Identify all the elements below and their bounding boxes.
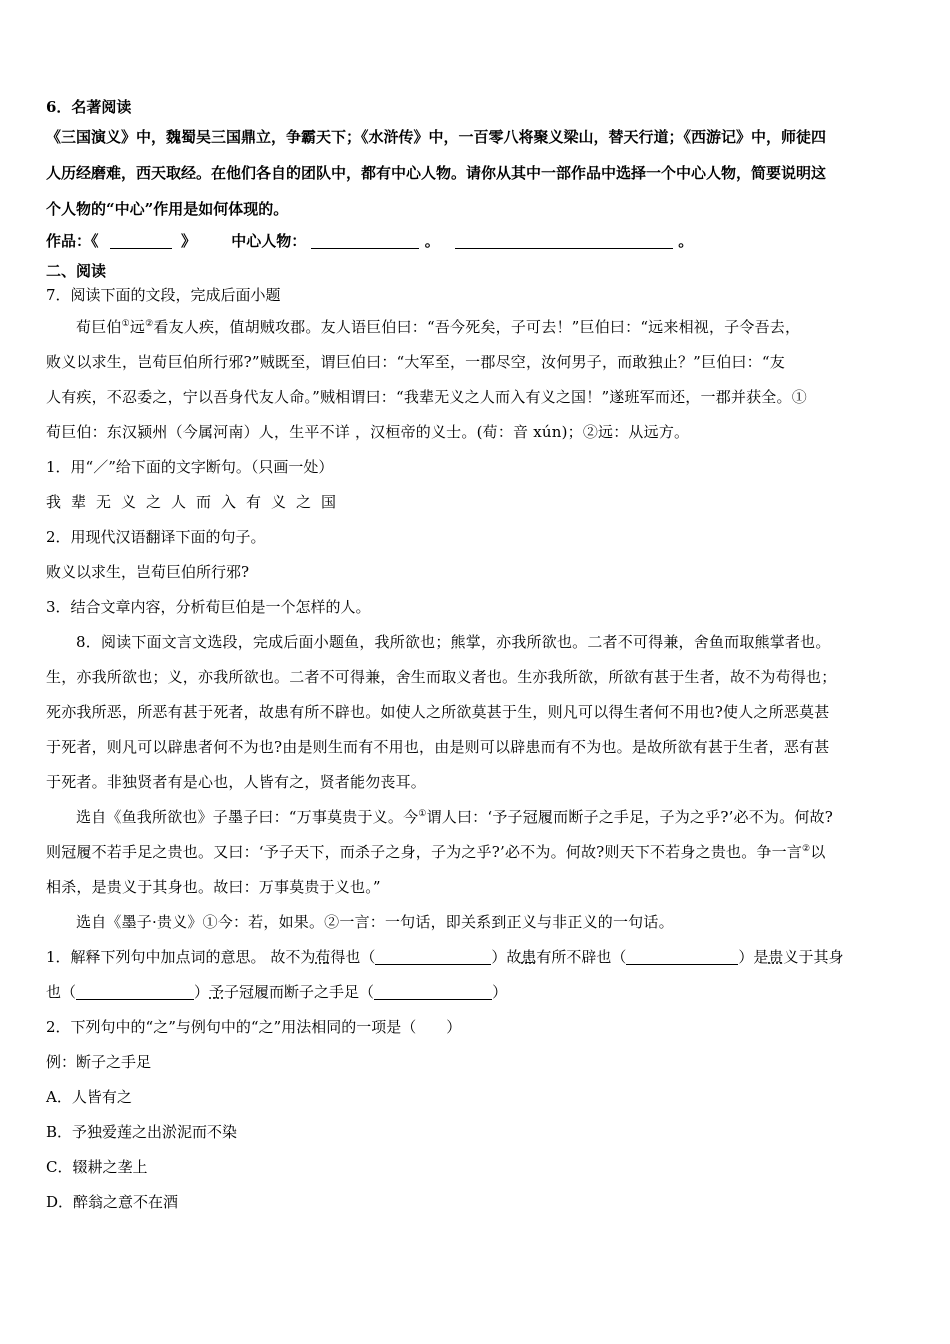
question-text: 子冠履而断子之手足（ [224, 983, 375, 1001]
document-page [46, 96, 908, 1226]
option-c[interactable]: C．辍耕之垄上 [46, 1158, 148, 1176]
answer-blank[interactable] [374, 983, 492, 1000]
q8-passage-line: 于死者。非独贤者有是心也，人皆有之，贤者能勿丧耳。 [46, 773, 427, 791]
q8-passage-line: 8．阅读下面文言文选段，完成后面小题鱼，我所欲也；熊掌，亦我所欲也。二者不可得兼，舍鱼而取熊掌者也。 [76, 633, 831, 651]
footnote-mark: ② [145, 319, 154, 329]
passage-text: 则冠履不若手足之贵也。又曰：‘予子天下，而杀子之身，子为之乎?’必不为。何故?则天下不若身之贵也。争一言 [46, 843, 803, 861]
q8-note: 选自《墨子·贵义》①今：若，如果。②一言：一句话，即关系到正义与非正义的一句话。 [76, 913, 674, 931]
q8-sub1 [46, 946, 908, 968]
footnote-mark: ① [121, 319, 130, 329]
explanation-period: 。 [678, 232, 694, 250]
q8-passage-line: 相杀，是贵义于其身也。故曰：万事莫贵于义也。” [46, 878, 381, 896]
q8-passage-line [46, 806, 908, 828]
q8-passage-line: 于死者，则凡可以辟患者何不为也?由是则生而有不用也，由是则可以辟患而有不为也。是故所欲有甚于生者，恶有甚 [46, 738, 830, 756]
question-text: 有所不辟也（ [536, 948, 627, 966]
work-label: 作品：《 [46, 232, 99, 250]
question-text: ） [194, 983, 210, 1001]
question-text: 得也（ [330, 948, 376, 966]
footnote-mark: ② [802, 844, 811, 854]
q7-passage-line: 人有疾，不忍委之，宁以吾身代友人命。”贼相谓曰：“我辈无义之人而入有义之国！”遂班军而还，一郡并获全。① [46, 388, 807, 406]
q8-passage1 [46, 631, 908, 793]
q7-sub1: 1．用“／”给下面的文字断句。（只画一处） [46, 458, 334, 476]
dotted-word: 患 [521, 948, 537, 966]
q6-body-line: 个人物的“中心”作用是如何体现的。 [46, 200, 289, 218]
q8-example: 例：断子之手足 [46, 1053, 152, 1071]
question-text: ） [492, 983, 508, 1001]
q7-sub2-text: 败义以求生，岂荀巨伯所行邪? [46, 563, 250, 581]
passage-text: 远 [129, 318, 146, 336]
passage-text: 荀巨伯 [76, 318, 122, 336]
section-title: 二、阅读 [46, 262, 107, 280]
answer-blank[interactable] [375, 948, 491, 965]
q8-sub2: 2．下列句中的“之”与例句中的“之”用法相同的一项是（ ） [46, 1018, 462, 1036]
q6-body-line: 人历经磨难，西天取经。在他们各自的团队中，都有中心人物。请你从其中一部作品中选择一个中心人物，简要说明这 [46, 164, 827, 182]
passage-text: 谓人曰：‘予子冠履而断子之手足，子为之乎?’必不为。何故? [426, 808, 833, 826]
q7-sub3: 3．结合文章内容，分析荀巨伯是一个怎样的人。 [46, 598, 371, 616]
question-text: 也（ [46, 983, 77, 1001]
person-blank[interactable] [311, 232, 419, 249]
q6-body [46, 126, 908, 220]
question-text: 1．解释下列句中加点词的意思。 故不为 [46, 948, 316, 966]
q8-passage-line [46, 841, 908, 863]
dotted-word: 予 [209, 983, 225, 1001]
q7-title: 7．阅读下面的文段，完成后面小题 [46, 286, 281, 304]
option-b[interactable]: B．予独爱莲之出淤泥而不染 [46, 1123, 238, 1141]
question-text: ）故 [491, 948, 522, 966]
question-text: ）是 [738, 948, 769, 966]
question-text: 义于其身 [783, 948, 844, 966]
work-blank[interactable] [110, 232, 172, 249]
q7-passage-line [46, 316, 908, 338]
explanation-blank[interactable] [455, 232, 673, 249]
q7-passage-line: 荀巨伯：东汉颍州（今属河南）人，生平不详 ，汉桓帝的义士。(荀：音 xún)；②远：从远方。 [46, 423, 690, 441]
option-a[interactable]: A．人皆有之 [46, 1088, 132, 1106]
q7-sub2: 2．用现代汉语翻译下面的句子。 [46, 528, 266, 546]
passage-text: 选自《鱼我所欲也》子墨子曰：“万事莫贵于义。今 [76, 808, 419, 826]
q7-passage [46, 316, 908, 443]
q6-body-line: 《三国演义》中，魏蜀吴三国鼎立，争霸天下；《水浒传》中，一百零八将聚义梁山，替天行道；《西游记》中，师徒四 [46, 128, 827, 146]
dotted-word: 贵 [768, 948, 784, 966]
footnote-mark: ① [418, 809, 427, 819]
q8-passage-line: 死亦我所恶，所恶有甚于死者，故患有所不辟也。如使人之所欲莫甚于生，则凡可以得生者何不用也?使人之所恶莫甚 [46, 703, 830, 721]
person-label: 中心人物： [231, 232, 307, 250]
dotted-word: 苟 [315, 948, 331, 966]
passage-text: 以 [810, 843, 826, 861]
q8-sub1-cont [46, 981, 908, 1003]
work-close: 》 [180, 232, 196, 250]
q6-title: 6．名著阅读 [46, 98, 132, 116]
q7-sub1-text: 我辈无义之人而入有义之国 [46, 493, 347, 511]
passage-text: 看友人疾，值胡贼攻郡。友人语巨伯曰：“吾今死矣，子可去！”巨伯曰：“远来相视，子令吾去， [153, 318, 801, 336]
q6-answer-row [46, 230, 908, 252]
q8-passage2 [46, 806, 908, 933]
answer-blank[interactable] [626, 948, 738, 965]
person-period: 。 [424, 232, 440, 250]
answer-blank[interactable] [76, 983, 194, 1000]
option-d[interactable]: D．醉翁之意不在酒 [46, 1193, 179, 1211]
q7-passage-line: 败义以求生，岂荀巨伯所行邪?”贼既至，谓巨伯曰：“大军至，一郡尽空，汝何男子，而敢独止？”巨伯曰：“友 [46, 353, 785, 371]
q8-passage-line: 生，亦我所欲也；义，亦我所欲也。二者不可得兼，舍生而取义者也。生亦我所欲，所欲有甚于生者，故不为苟得也； [46, 668, 837, 686]
